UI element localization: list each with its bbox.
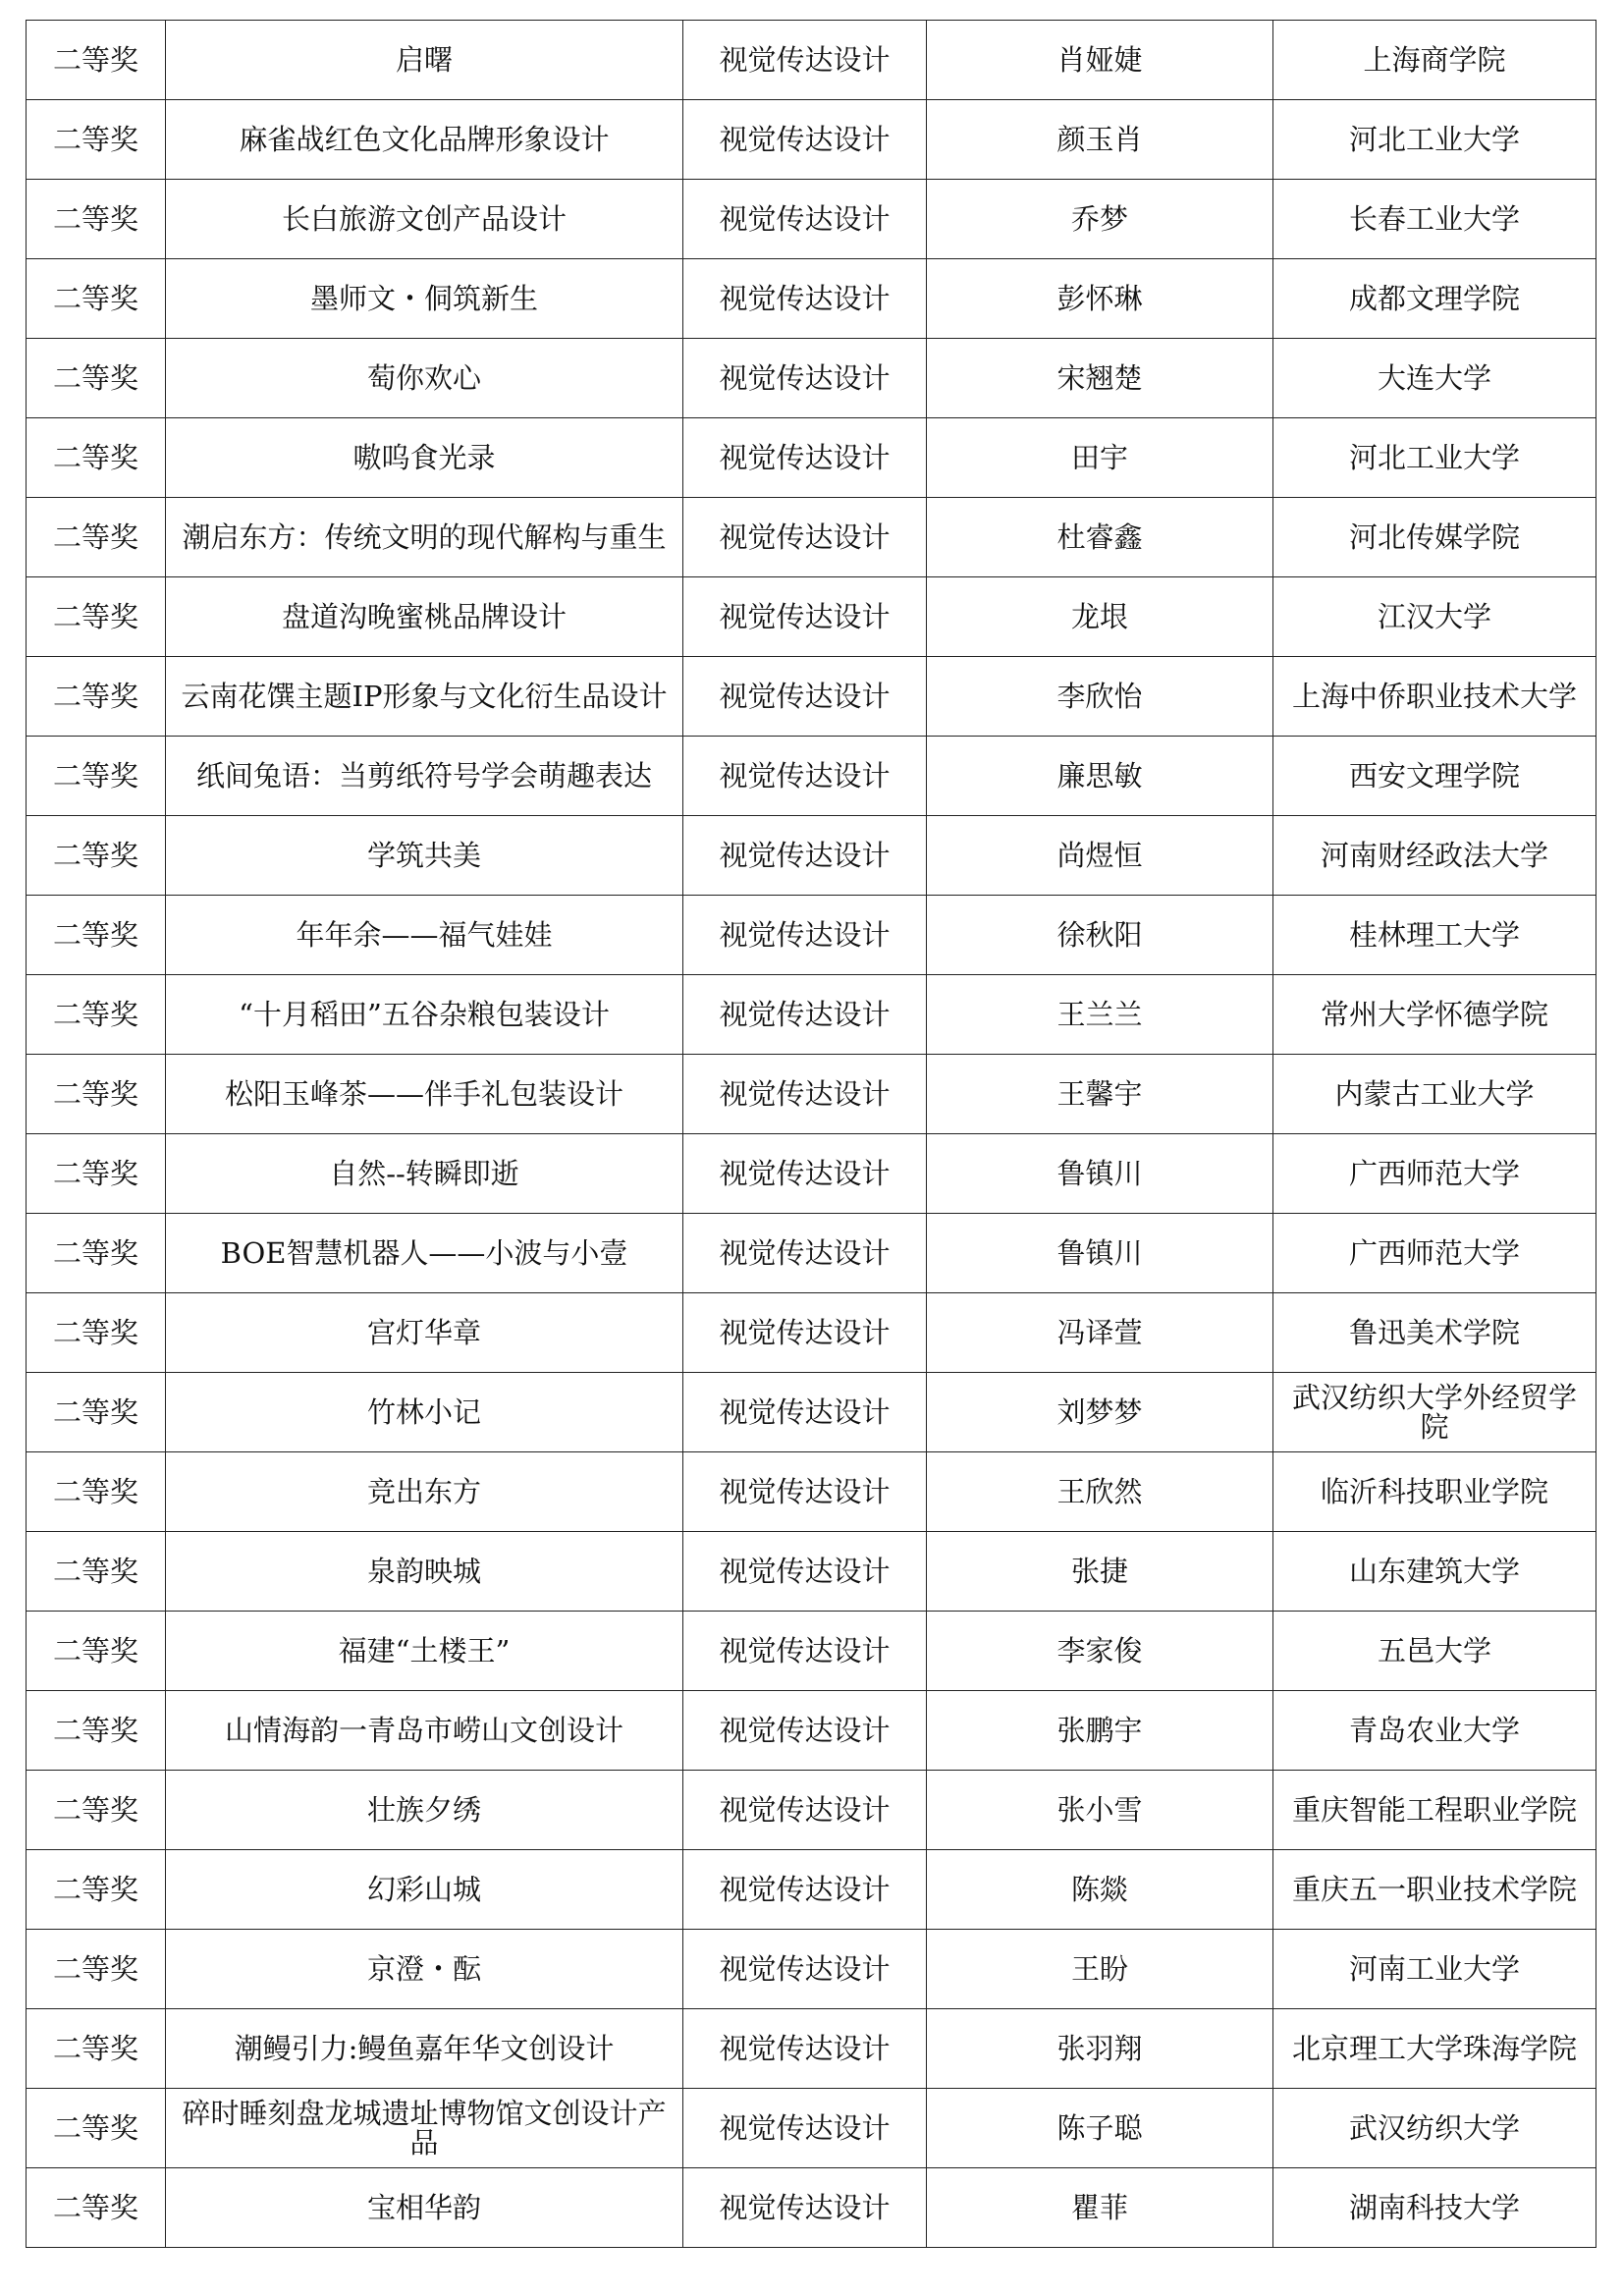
award-cell: 二等奖 — [27, 1532, 166, 1612]
award-cell: 二等奖 — [27, 1293, 166, 1373]
school-cell: 重庆智能工程职业学院 — [1273, 1771, 1596, 1850]
award-cell: 二等奖 — [27, 1373, 166, 1452]
school-cell: 五邑大学 — [1273, 1612, 1596, 1691]
author-cell: 鲁镇川 — [927, 1134, 1273, 1214]
title-cell: 竞出东方 — [166, 1452, 683, 1532]
table-row — [27, 1452, 1596, 1532]
category-cell: 视觉传达设计 — [683, 1452, 927, 1532]
author-cell: 张捷 — [927, 1532, 1273, 1612]
award-cell: 二等奖 — [27, 498, 166, 577]
author-cell: 宋翘楚 — [927, 339, 1273, 418]
category-cell: 视觉传达设计 — [683, 1612, 927, 1691]
table-row — [27, 498, 1596, 577]
title-cell: 潮鳗引力:鳗鱼嘉年华文创设计 — [166, 2009, 683, 2089]
category-cell: 视觉传达设计 — [683, 737, 927, 816]
category-cell: 视觉传达设计 — [683, 1134, 927, 1214]
award-cell: 二等奖 — [27, 1850, 166, 1930]
title-cell: 壮族夕绣 — [166, 1771, 683, 1850]
title-cell: 学筑共美 — [166, 816, 683, 896]
school-cell: 山东建筑大学 — [1273, 1532, 1596, 1612]
category-cell: 视觉传达设计 — [683, 418, 927, 498]
title-cell: 福建“土楼王” — [166, 1612, 683, 1691]
school-cell: 河北传媒学院 — [1273, 498, 1596, 577]
title-cell: BOE智慧机器人——小波与小壹 — [166, 1214, 683, 1293]
award-cell: 二等奖 — [27, 2168, 166, 2248]
category-cell: 视觉传达设计 — [683, 1930, 927, 2009]
school-cell: 湖南科技大学 — [1273, 2168, 1596, 2248]
school-cell: 河北工业大学 — [1273, 418, 1596, 498]
title-cell: 松阳玉峰茶——伴手礼包装设计 — [166, 1055, 683, 1134]
title-cell: 萄你欢心 — [166, 339, 683, 418]
school-cell: 长春工业大学 — [1273, 180, 1596, 259]
title-cell: 宫灯华章 — [166, 1293, 683, 1373]
award-cell: 二等奖 — [27, 180, 166, 259]
category-cell: 视觉传达设计 — [683, 498, 927, 577]
award-cell: 二等奖 — [27, 577, 166, 657]
category-cell: 视觉传达设计 — [683, 975, 927, 1055]
author-cell: 颜玉肖 — [927, 100, 1273, 180]
award-cell: 二等奖 — [27, 1055, 166, 1134]
category-cell: 视觉传达设计 — [683, 1771, 927, 1850]
table-row — [27, 1134, 1596, 1214]
category-cell: 视觉传达设计 — [683, 259, 927, 339]
award-cell: 二等奖 — [27, 1612, 166, 1691]
award-cell: 二等奖 — [27, 339, 166, 418]
table-row — [27, 418, 1596, 498]
author-cell: 龙垠 — [927, 577, 1273, 657]
school-cell: 鲁迅美术学院 — [1273, 1293, 1596, 1373]
table-row — [27, 21, 1596, 100]
award-cell: 二等奖 — [27, 1214, 166, 1293]
table-row — [27, 259, 1596, 339]
table-row — [27, 2009, 1596, 2089]
title-cell: 泉韵映城 — [166, 1532, 683, 1612]
author-cell: 杜睿鑫 — [927, 498, 1273, 577]
category-cell: 视觉传达设计 — [683, 100, 927, 180]
category-cell: 视觉传达设计 — [683, 1532, 927, 1612]
table-row — [27, 1850, 1596, 1930]
category-cell: 视觉传达设计 — [683, 2168, 927, 2248]
school-cell: 北京理工大学珠海学院 — [1273, 2009, 1596, 2089]
table-row — [27, 737, 1596, 816]
category-cell: 视觉传达设计 — [683, 1293, 927, 1373]
table-row — [27, 1055, 1596, 1134]
school-cell: 西安文理学院 — [1273, 737, 1596, 816]
title-cell: 宝相华韵 — [166, 2168, 683, 2248]
author-cell: 尚煜恒 — [927, 816, 1273, 896]
school-cell: 武汉纺织大学 — [1273, 2089, 1596, 2168]
title-cell: 启曙 — [166, 21, 683, 100]
category-cell: 视觉传达设计 — [683, 2009, 927, 2089]
award-cell: 二等奖 — [27, 1771, 166, 1850]
table-row — [27, 1691, 1596, 1771]
title-cell: 墨师文・侗筑新生 — [166, 259, 683, 339]
school-cell: 桂林理工大学 — [1273, 896, 1596, 975]
table-row — [27, 1214, 1596, 1293]
award-cell: 二等奖 — [27, 2089, 166, 2168]
author-cell: 鲁镇川 — [927, 1214, 1273, 1293]
author-cell: 王兰兰 — [927, 975, 1273, 1055]
school-cell: 河南工业大学 — [1273, 1930, 1596, 2009]
school-cell: 临沂科技职业学院 — [1273, 1452, 1596, 1532]
title-cell: 竹林小记 — [166, 1373, 683, 1452]
author-cell: 瞿菲 — [927, 2168, 1273, 2248]
category-cell: 视觉传达设计 — [683, 339, 927, 418]
title-cell: 嗷呜食光录 — [166, 418, 683, 498]
award-table-body — [27, 21, 1596, 2248]
table-row — [27, 896, 1596, 975]
school-cell: 河南财经政法大学 — [1273, 816, 1596, 896]
author-cell: 张羽翔 — [927, 2009, 1273, 2089]
category-cell: 视觉传达设计 — [683, 180, 927, 259]
table-row — [27, 180, 1596, 259]
school-cell: 内蒙古工业大学 — [1273, 1055, 1596, 1134]
category-cell: 视觉传达设计 — [683, 1850, 927, 1930]
author-cell: 李欣怡 — [927, 657, 1273, 737]
category-cell: 视觉传达设计 — [683, 577, 927, 657]
author-cell: 刘梦梦 — [927, 1373, 1273, 1452]
table-row — [27, 1612, 1596, 1691]
award-cell: 二等奖 — [27, 657, 166, 737]
award-cell: 二等奖 — [27, 1691, 166, 1771]
award-cell: 二等奖 — [27, 2009, 166, 2089]
category-cell: 视觉传达设计 — [683, 896, 927, 975]
author-cell: 肖娅婕 — [927, 21, 1273, 100]
school-cell: 广西师范大学 — [1273, 1134, 1596, 1214]
title-cell: 长白旅游文创产品设计 — [166, 180, 683, 259]
table-row — [27, 1532, 1596, 1612]
award-table — [26, 20, 1596, 2248]
school-cell: 成都文理学院 — [1273, 259, 1596, 339]
author-cell: 田宇 — [927, 418, 1273, 498]
award-cell: 二等奖 — [27, 418, 166, 498]
title-cell: 云南花馔主题IP形象与文化衍生品设计 — [166, 657, 683, 737]
table-row — [27, 1930, 1596, 2009]
school-cell: 大连大学 — [1273, 339, 1596, 418]
author-cell: 徐秋阳 — [927, 896, 1273, 975]
author-cell: 王盼 — [927, 1930, 1273, 2009]
category-cell: 视觉传达设计 — [683, 1373, 927, 1452]
school-cell: 江汉大学 — [1273, 577, 1596, 657]
table-row — [27, 1771, 1596, 1850]
title-cell: 潮启东方：传统文明的现代解构与重生 — [166, 498, 683, 577]
author-cell: 冯译萱 — [927, 1293, 1273, 1373]
title-cell: 麻雀战红色文化品牌形象设计 — [166, 100, 683, 180]
school-cell: 青岛农业大学 — [1273, 1691, 1596, 1771]
category-cell: 视觉传达设计 — [683, 816, 927, 896]
award-cell: 二等奖 — [27, 975, 166, 1055]
school-cell: 上海中侨职业技术大学 — [1273, 657, 1596, 737]
title-cell: 盘道沟晚蜜桃品牌设计 — [166, 577, 683, 657]
table-row — [27, 816, 1596, 896]
category-cell: 视觉传达设计 — [683, 657, 927, 737]
category-cell: 视觉传达设计 — [683, 2089, 927, 2168]
school-cell: 常州大学怀德学院 — [1273, 975, 1596, 1055]
table-row — [27, 1373, 1596, 1452]
category-cell: 视觉传达设计 — [683, 21, 927, 100]
author-cell: 彭怀琳 — [927, 259, 1273, 339]
author-cell: 张鹏宇 — [927, 1691, 1273, 1771]
table-row — [27, 657, 1596, 737]
table-row — [27, 2168, 1596, 2248]
award-cell: 二等奖 — [27, 259, 166, 339]
category-cell: 视觉传达设计 — [683, 1055, 927, 1134]
school-cell: 河北工业大学 — [1273, 100, 1596, 180]
author-cell: 王欣然 — [927, 1452, 1273, 1532]
author-cell: 乔梦 — [927, 180, 1273, 259]
title-cell: 年年余——福气娃娃 — [166, 896, 683, 975]
title-cell: 山情海韵一青岛市崂山文创设计 — [166, 1691, 683, 1771]
award-cell: 二等奖 — [27, 1930, 166, 2009]
award-cell: 二等奖 — [27, 896, 166, 975]
author-cell: 张小雪 — [927, 1771, 1273, 1850]
award-cell: 二等奖 — [27, 100, 166, 180]
award-cell: 二等奖 — [27, 21, 166, 100]
table-row — [27, 339, 1596, 418]
table-row — [27, 975, 1596, 1055]
table-row — [27, 577, 1596, 657]
school-cell: 广西师范大学 — [1273, 1214, 1596, 1293]
school-cell: 武汉纺织大学外经贸学院 — [1273, 1373, 1596, 1452]
table-row — [27, 2089, 1596, 2168]
category-cell: 视觉传达设计 — [683, 1214, 927, 1293]
award-cell: 二等奖 — [27, 816, 166, 896]
author-cell: 王馨宇 — [927, 1055, 1273, 1134]
table-row — [27, 1293, 1596, 1373]
title-cell: 幻彩山城 — [166, 1850, 683, 1930]
award-cell: 二等奖 — [27, 1452, 166, 1532]
award-cell: 二等奖 — [27, 1134, 166, 1214]
school-cell: 上海商学院 — [1273, 21, 1596, 100]
school-cell: 重庆五一职业技术学院 — [1273, 1850, 1596, 1930]
title-cell: 碎时睡刻盘龙城遗址博物馆文创设计产品 — [166, 2089, 683, 2168]
table-row — [27, 100, 1596, 180]
author-cell: 陈子聪 — [927, 2089, 1273, 2168]
title-cell: “十月稻田”五谷杂粮包装设计 — [166, 975, 683, 1055]
author-cell: 陈燚 — [927, 1850, 1273, 1930]
award-cell: 二等奖 — [27, 737, 166, 816]
category-cell: 视觉传达设计 — [683, 1691, 927, 1771]
title-cell: 自然--转瞬即逝 — [166, 1134, 683, 1214]
title-cell: 京澄・酝 — [166, 1930, 683, 2009]
title-cell: 纸间兔语：当剪纸符号学会萌趣表达 — [166, 737, 683, 816]
author-cell: 李家俊 — [927, 1612, 1273, 1691]
author-cell: 廉思敏 — [927, 737, 1273, 816]
